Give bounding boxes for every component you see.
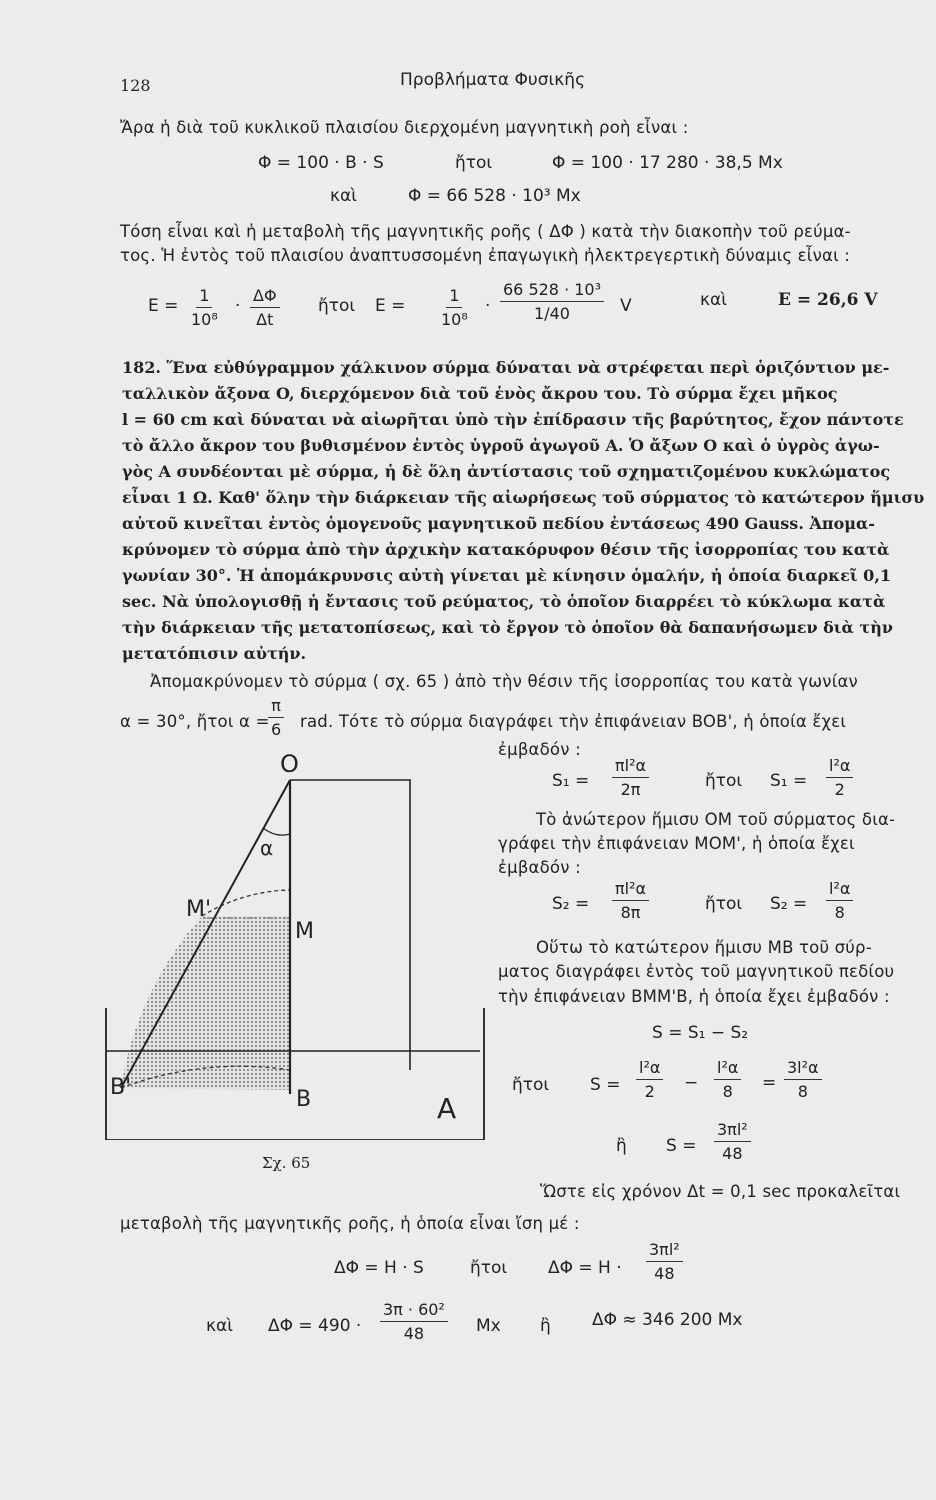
s1-frac-2-num: l²α <box>826 756 853 778</box>
emf-frac-2 <box>250 286 280 329</box>
solution-alpha-b: rad. Τότε τὸ σύρμα διαγράφει τὴν ἐπιφάνειαν BOB', ἡ ὁποία ἔχει <box>300 712 847 731</box>
emf-itoi: ἤτοι <box>318 296 356 316</box>
problem-line: τὴν διάρκειαν τῆς μετατοπίσεως, καὶ τὸ ἔργον τὸ ὁποῖον θὰ δαπανήσωμεν διὰ τὴν <box>122 618 893 637</box>
dphi-3: ΔΦ = 490 · <box>268 1316 362 1336</box>
solution-p5: μεταβολὴ τῆς μαγνητικῆς ροῆς, ἡ ὁποία εἶναι ἴση μέ : <box>120 1214 580 1233</box>
problem-line: κρύνομεν τὸ σύρμα ἀπὸ τὴν ἀρχικὴν κατακόρυφον θέσιν τῆς ἰσορροπίας του κατὰ <box>122 540 890 559</box>
eq1-mid: ἤτοι <box>455 153 493 173</box>
s-frac-b-den: 8 <box>722 1082 733 1101</box>
problem-line: l = 60 cm καὶ δύναται νὰ αἰωρῆται ὑπὸ τὴν ἐπίδρασιν τῆς βαρύτητος, ἔχον πάντοτε <box>122 410 904 429</box>
s2-frac <box>612 879 649 922</box>
alpha-frac-den: 6 <box>271 720 282 739</box>
emf-frac-4-den: 1/40 <box>534 304 570 323</box>
emf-frac-1-den: 10⁸ <box>191 310 218 329</box>
running-title: Προβλήματα Φυσικῆς <box>400 70 586 90</box>
solution-p2a: Τὸ ἀνώτερον ἥμισυ OM τοῦ σύρματος δια- <box>536 810 896 829</box>
label-M-prime: M' <box>186 897 212 922</box>
s-frac-b <box>714 1058 741 1101</box>
emf-dot-1: · <box>235 296 241 316</box>
alpha-arc <box>263 828 290 835</box>
dphi-2: ΔΦ = H · <box>548 1258 622 1278</box>
problem-line: αὐτοῦ κινεῖται ἐντὸς ὁμογενοῦς μαγνητικοῦ πεδίου ἐντάσεως 490 Gauss. Ἀπομα- <box>122 514 875 533</box>
emf-frac-3-den: 10⁸ <box>441 310 468 329</box>
emf-frac-4 <box>500 280 604 323</box>
s-frac-c-num: 3l²α <box>784 1058 822 1080</box>
label-O: O <box>280 750 299 778</box>
s2-frac-den: 8π <box>620 903 641 922</box>
emf-unit: V <box>620 296 632 316</box>
s-itoi: ἤτοι <box>512 1075 550 1095</box>
dphi-3-unit: Mx <box>476 1316 501 1336</box>
dphi-1: ΔΦ = H · S <box>334 1258 424 1278</box>
s1-frac-2 <box>826 756 853 799</box>
emf-frac-2-num: ΔΦ <box>250 286 280 308</box>
s-frac-a-den: 2 <box>644 1082 655 1101</box>
problem-line: γὸς A συνδέονται μὲ σύρμα, ἡ δὲ ὅλη ἀντίστασις τοῦ σχηματιζομένου κυκλώματος <box>122 462 891 481</box>
emf-e1: E = <box>148 296 179 316</box>
label-A: A <box>437 1092 457 1125</box>
s2-itoi: ἤτοι <box>705 894 743 914</box>
emf-frac-3-num: 1 <box>446 286 462 308</box>
eq2-and: καὶ <box>330 186 357 206</box>
label-B: B <box>296 1087 312 1112</box>
s-eq: S = S₁ − S₂ <box>652 1023 749 1043</box>
area-label: ἐμβαδόν : <box>498 740 581 759</box>
emf-frac-1 <box>188 286 221 329</box>
s1-itoi: ἤτοι <box>705 771 743 791</box>
s-equals: = <box>762 1073 777 1093</box>
eq1-right: Φ = 100 · 17 280 · 38,5 Mx <box>552 153 783 173</box>
dphi-kai: καὶ <box>206 1316 233 1336</box>
s2-rhs: S₂ = <box>770 894 808 914</box>
problem-line: ταλλικὸν ἄξονα O, διερχόμενον διὰ τοῦ ἑνὸς ἄκρου του. Τὸ σύρμα ἔχει μῆκος <box>122 384 838 403</box>
arc-upper <box>202 890 290 916</box>
intro-line-3: τος. Ἡ ἐντὸς τοῦ πλαισίου ἀναπτυσσομένη ἐπαγωγικὴ ἠλεκτρεγερτικὴ δύναμις εἶναι : <box>120 246 851 265</box>
s1-rhs: S₁ = <box>770 771 808 791</box>
s2-frac-num: πl²α <box>612 879 649 901</box>
problem-line: εἶναι 1 Ω. Καθ' ὅλην τὴν διάρκειαν τῆς αἰωρήσεως τοῦ σύρματος τὸ κατώτερον ἥμισυ <box>122 488 925 507</box>
emf-dot-2: · <box>485 296 491 316</box>
solution-alpha-a: α = 30°, ἤτοι α = <box>120 712 270 731</box>
problem-line: γωνίαν 30°. Ἡ ἀπομάκρυνσις αὐτὴ γίνεται μὲ κίνησιν ὁμαλήν, ἡ ὁποία διαρκεῖ 0,1 <box>122 566 892 585</box>
label-B-prime: B' <box>110 1075 132 1100</box>
dphi-or: ἢ <box>540 1316 551 1336</box>
problem-line: sec. Νὰ ὑπολογισθῇ ἡ ἔντασις τοῦ ρεύματος, τὸ ὁποῖον διαρρέει τὸ κύκλωμα κατὰ <box>122 592 886 611</box>
intro-line-1: Ἄρα ἡ διὰ τοῦ κυκλικοῦ πλαισίου διερχομένη μαγνητικὴ ροὴ εἶναι : <box>120 118 689 137</box>
dphi-3-frac-num: 3π · 60² <box>380 1300 448 1322</box>
emf-kai: καὶ <box>700 290 727 310</box>
s-frac-d-den: 48 <box>722 1144 743 1163</box>
dphi-frac <box>646 1240 683 1283</box>
s-frac-a-num: l²α <box>636 1058 663 1080</box>
problem-line: 182. Ἕνα εὐθύγραμμον χάλκινον σύρμα δύναται νὰ στρέφεται περὶ ὁριζόντιον με- <box>122 358 890 377</box>
solution-p3c: τὴν ἐπιφάνειαν BMM'B, ἡ ὁποία ἔχει ἐμβαδόν : <box>498 987 890 1006</box>
s-lhs-2: S = <box>666 1136 697 1156</box>
solution-p4: Ὥστε εἰς χρόνον Δt = 0,1 sec προκαλεῖται <box>540 1182 901 1201</box>
label-alpha: α <box>260 836 274 860</box>
s1-frac-num: πl²α <box>612 756 649 778</box>
figure-65 <box>90 740 500 1140</box>
s-frac-c <box>784 1058 822 1101</box>
solution-p3b: ματος διαγράφει ἐντὸς τοῦ μαγνητικοῦ πεδίου <box>498 962 895 981</box>
s2-frac-2-den: 8 <box>834 903 845 922</box>
problem-line: μετατόπισιν αὐτήν. <box>122 644 307 663</box>
dphi-3-frac-den: 48 <box>403 1324 425 1343</box>
s1-frac <box>612 756 649 799</box>
emf-e2: E = <box>375 296 406 316</box>
s-lhs: S = <box>590 1075 621 1095</box>
s-frac-c-den: 8 <box>797 1082 808 1101</box>
solution-p1: Ἀπομακρύνομεν τὸ σύρμα ( σχ. 65 ) ἀπὸ τὴν θέσιν τῆς ἰσορροπίας του κατὰ γωνίαν <box>150 672 858 691</box>
alpha-frac-num: π <box>268 696 284 718</box>
dphi-itoi: ἤτοι <box>470 1258 508 1278</box>
emf-frac-4-num: 66 528 · 10³ <box>500 280 604 302</box>
emf-result: E = 26,6 V <box>778 290 878 310</box>
solution-p2b: γράφει τὴν ἐπιφάνειαν MOM', ἡ ὁποία ἔχει <box>498 834 855 853</box>
s1-frac-2-den: 2 <box>834 780 845 799</box>
label-M: M <box>295 919 314 944</box>
shaded-area <box>121 916 290 1090</box>
problem-line: τὸ ἄλλο ἄκρον του βυθισμένον ἐντὸς ὑγροῦ ἀγωγοῦ A. Ὁ ἄξων O καὶ ὁ ὑγρὸς ἀγω- <box>122 436 880 455</box>
s-frac-d-num: 3πl² <box>714 1120 751 1142</box>
s1-lhs: S₁ = <box>552 771 590 791</box>
s-frac-b-num: l²α <box>714 1058 741 1080</box>
eq1-left: Φ = 100 · B · S <box>258 153 384 173</box>
emf-frac-1-num: 1 <box>196 286 212 308</box>
dphi-frac-den: 48 <box>654 1264 675 1283</box>
s-or: ἢ <box>616 1136 627 1156</box>
emf-frac-3 <box>438 286 471 329</box>
solution-p2c: ἐμβαδόν : <box>498 858 581 877</box>
s-minus: − <box>684 1073 699 1093</box>
solution-p3a: Οὕτω τὸ κατώτερον ἥμισυ MB τοῦ σύρ- <box>536 938 872 957</box>
eq2: Φ = 66 528 · 10³ Mx <box>408 186 581 206</box>
s-frac-d <box>714 1120 751 1163</box>
dphi-frac-num: 3πl² <box>646 1240 683 1262</box>
s2-lhs: S₂ = <box>552 894 590 914</box>
emf-frac-2-den: Δt <box>256 310 274 329</box>
page-number: 128 <box>120 76 151 95</box>
s2-frac-2 <box>826 879 853 922</box>
intro-line-2: Τόση εἶναι καὶ ἡ μεταβολὴ τῆς μαγνητικῆς ροῆς ( ΔΦ ) κατὰ τὴν διακοπὴν τοῦ ρεύμα- <box>120 222 851 241</box>
s1-frac-den: 2π <box>620 780 641 799</box>
figure-caption: Σχ. 65 <box>262 1154 311 1172</box>
dphi-4: ΔΦ ≈ 346 200 Mx <box>592 1310 743 1330</box>
s-frac-a <box>636 1058 663 1101</box>
alpha-frac <box>268 696 284 739</box>
dphi-3-frac <box>380 1300 448 1343</box>
s2-frac-2-num: l²α <box>826 879 853 901</box>
